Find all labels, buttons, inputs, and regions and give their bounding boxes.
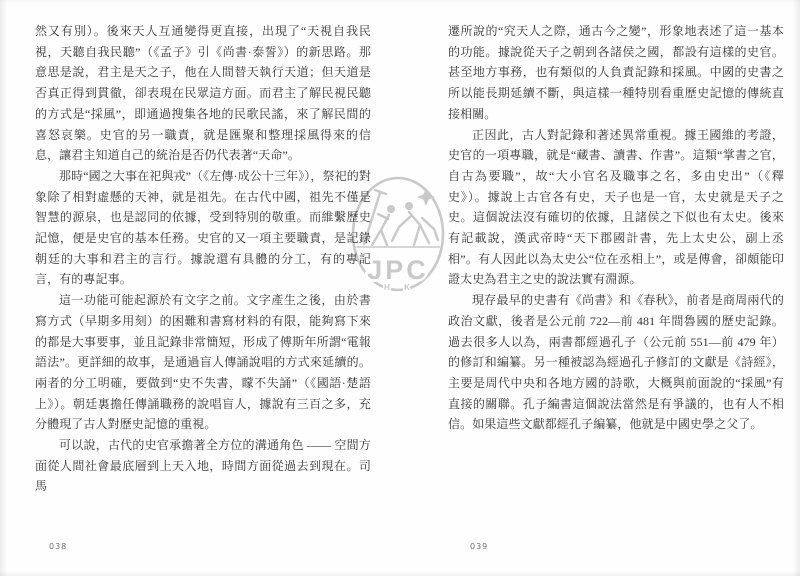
scan-edge-top — [0, 0, 800, 4]
paragraph: 這一功能可能起源於有文字之前。文字產生之後，由於書寫方式（早期多用刻）的困難和書寫材料的有限，能夠寫下來的都是大事要事，並且記錄非常簡短，形成了傅斯年所謂“電報語法”。更詳細的故事，是通過盲人傳誦說唱的方式來延續的。兩者的分工明確，要做到“史不失書，矇不失誦”（《國語·楚語上》）。朝廷裏擔任傳誦職務的說唱盲人，據說有三百之多，充分體現了古人對歷史記憶的重視。 — [35, 293, 371, 432]
paragraph: 然又有別）。後來天人互通變得更直接，出現了“天視自我民視，天聽自我民聽”（《孟子》引《尚書·泰誓》）的新思路。那意思是說，君主是天之子，他在人間替天執行天道；但天道是否真正得到貫徹，卻表現在民眾這方面。而君主了解民視民聽的方式是“採風”，即通過搜集各地的民歌民謠，來了解民間的喜怒哀樂。史官的另一職責，就是匯聚和整理採風得來的信息，讓君主知道自己的統治是否仍代表著“天命”。 — [35, 24, 371, 163]
paragraph: 正因此，古人對記錄和著述異常重視。據王國維的考證，史官的一項專職，就是“藏書、讀書、作書”。這類“掌書之官，自古為要職”，故“大小官名及職事之名，多由史出”（《釋史》）。據說上古官各有史，天子也是一官，太史就是天子之史。這個說法沒有確切的依據，且諸侯之下似也有太史。後來有記載說，漢武帝時“天下郡國計書，先上太史公，副上丞相”。有人因此以為太史公“位在丞相上”，或是傅會，卻頗能印證太史為君主之史的說法實有淵源。 — [448, 127, 784, 287]
watermark-sub-text: H K — [384, 283, 416, 292]
left-page-number: 038 — [49, 542, 68, 551]
paragraph: 可以說，古代的史官承擔著全方位的溝通角色 —— 空間方面從人間社會最底層到上天入地，時間方面從過去到現在。司馬 — [35, 438, 371, 494]
scan-edge-right — [793, 0, 800, 576]
paragraph: 遷所說的“究天人之際，通古今之變”，形象地表述了這一基本的功能。據說從天子之朝到各諸侯之國，都設有這樣的史官。甚至地方事務，也有類似的人負責記錄和採風。中國的史書之所以能長期延續不斷，與這樣一種特別看重歷史記憶的傳統直接相關。 — [448, 24, 784, 121]
scan-edge-bottom — [0, 571, 800, 576]
left-page-text-column — [35, 21, 371, 497]
right-page-number: 039 — [470, 542, 489, 551]
scan-edge-left — [0, 0, 7, 576]
paragraph: 現存最早的史書有《尚書》和《春秋》，前者是商周兩代的政治文獻，後者是公元前 722—前 481 年間魯國的歷史記錄。過去很多人以為，兩書都經過孔子（公元前 551—前 479 年）的修訂和編纂。另一種被認為經過孔子修訂的文獻是《詩經》，主要是周代中央和各地方國的詩歌，大概與前面說的“採風”有直接的關聯。孔子編書這個說法當然是有爭議的，也有人不相信。如果這些文獻都經孔子編纂，他就是中國史學之父了。 — [448, 293, 784, 432]
paragraph: 那時“國之大事在祀與戎”（《左傳·成公十三年》），祭祀的對象除了相對虛懸的天神，就是祖先。在古代中國，祖先不僅是智慧的源泉，也是認同的依據，受到特別的敬重。而維繫歷史記憶，便是史官的基本任務。史官的又一項主要職責，是記錄朝廷的大事和君主的言行。據說還有具體的分工，有的專記言，有的專記事。 — [35, 168, 371, 287]
right-page-text-column — [448, 21, 784, 435]
watermark-main-text: JPC — [367, 255, 429, 285]
star-icon — [417, 188, 435, 206]
